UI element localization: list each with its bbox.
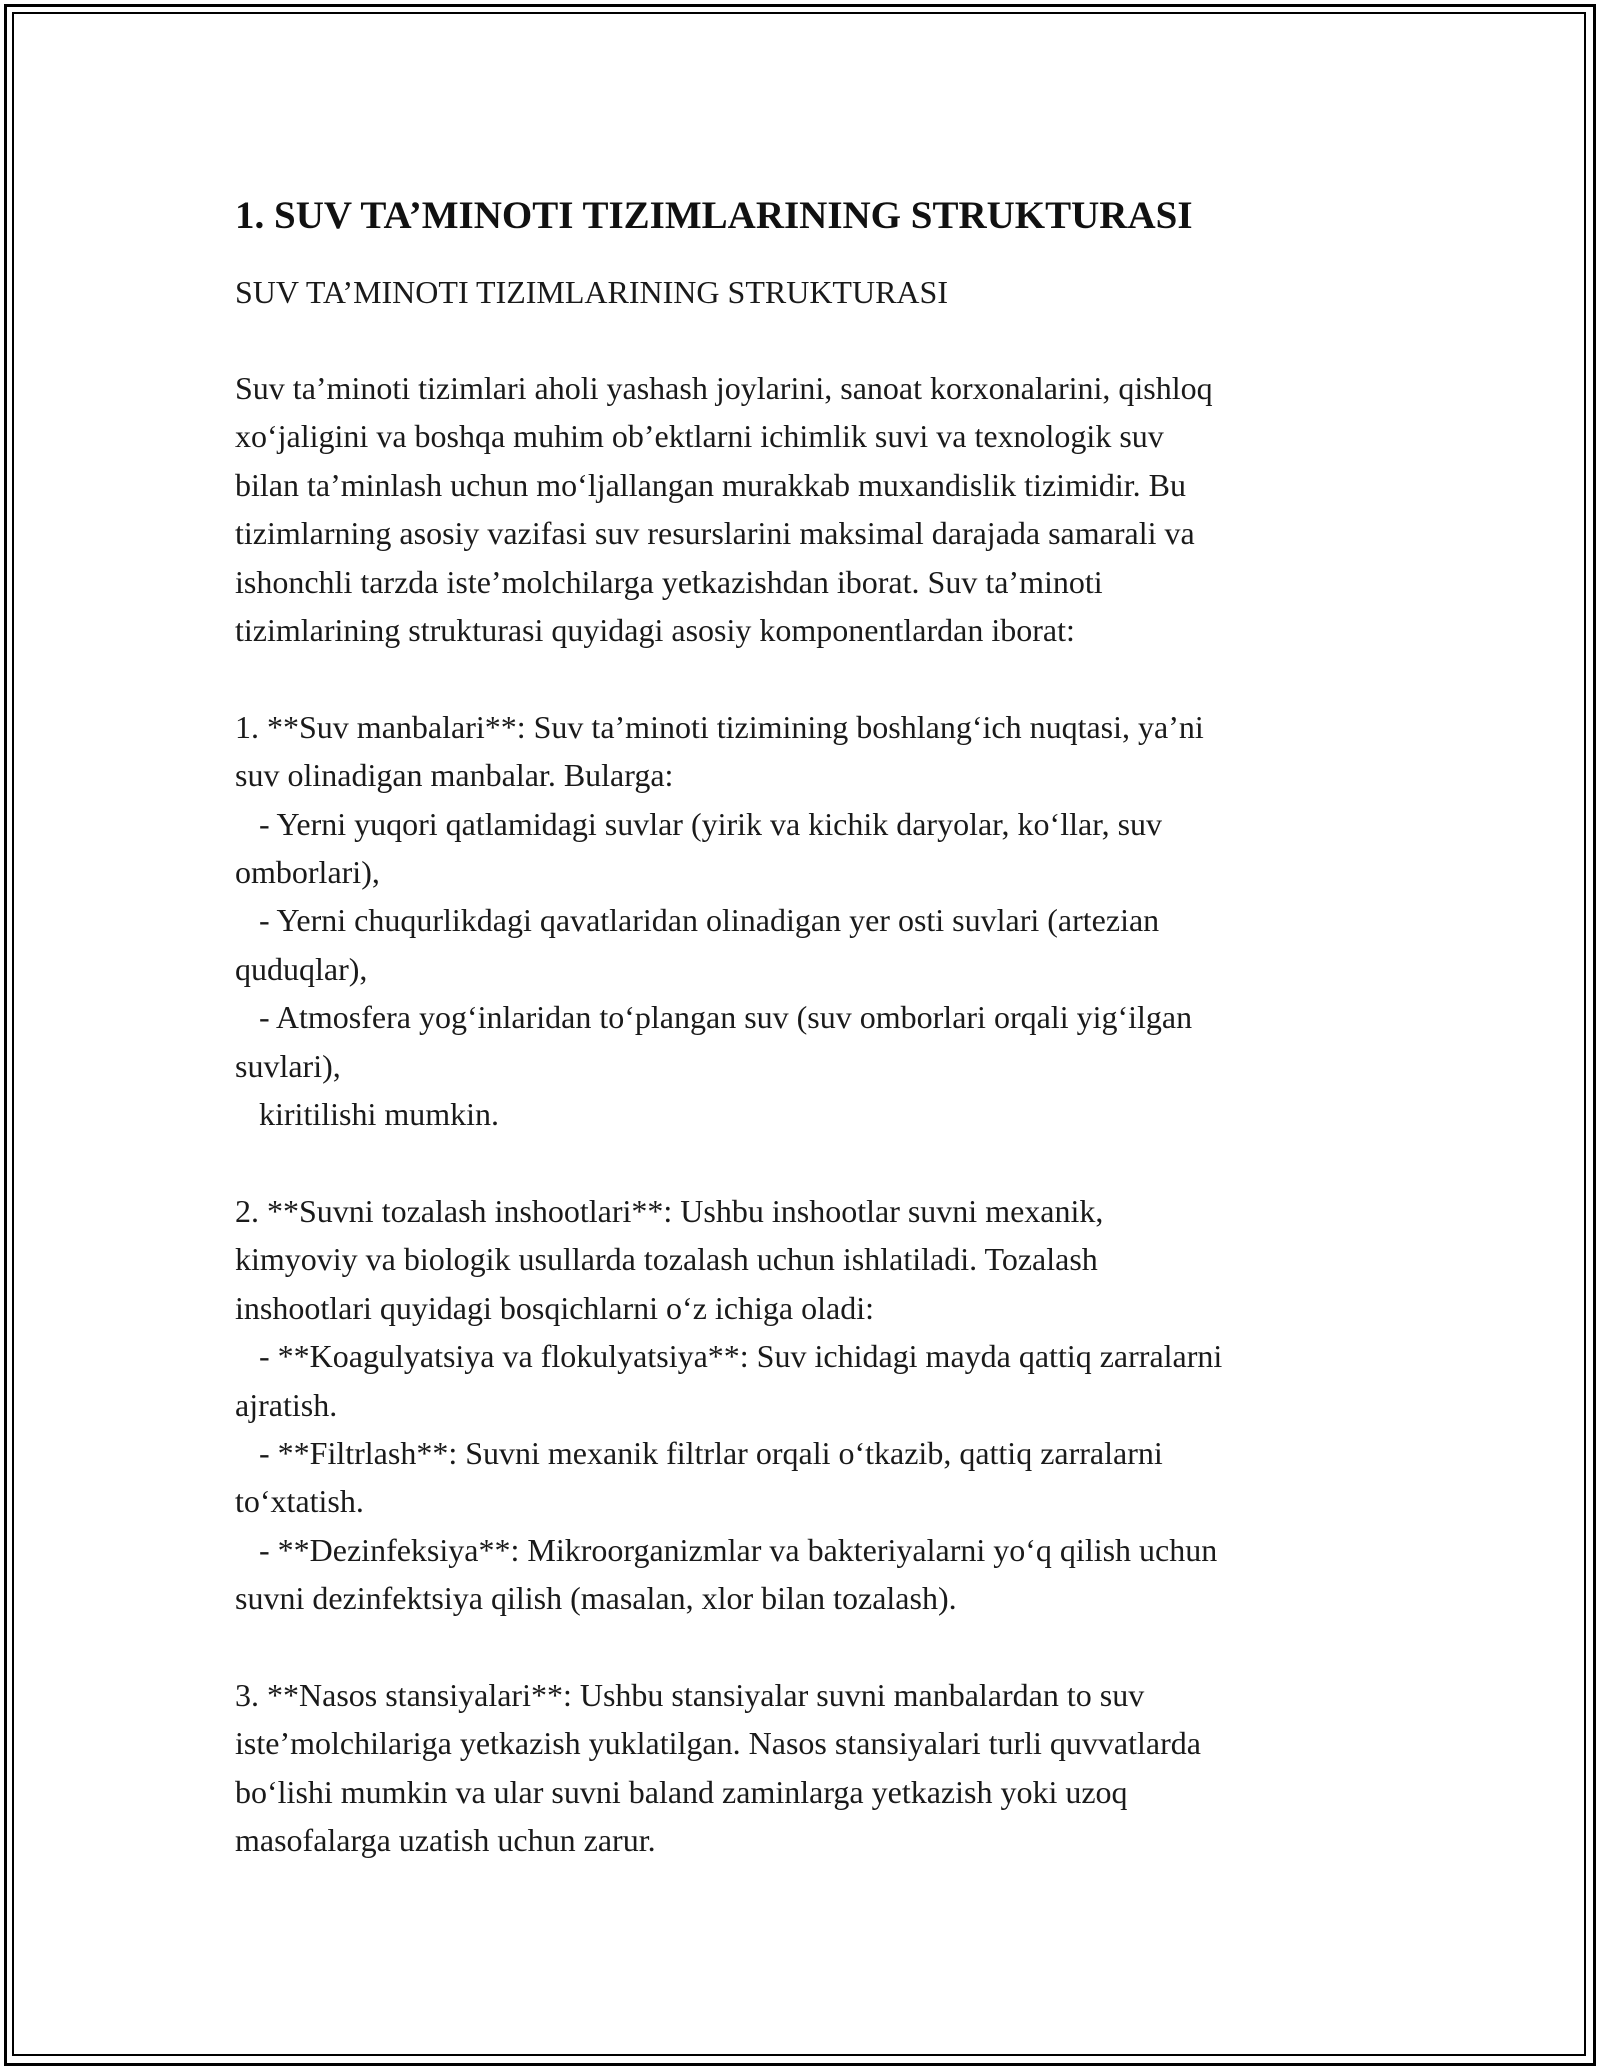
section-pump-stations: 3. **Nasos stansiyalari**: Ushbu stansiyalar suvni manbalardan to suv iste’molchilariga yetkazish yuklatilgan. Nasos stansiyalari turli quvvatlarda bo‘lishi mumkin va ular suvni baland zaminlarga yetkazish yoki uzoq masofalarga uzatish uchun zarur. bbox=[235, 1676, 1201, 1859]
section-treatment-facilities: 2. **Suvni tozalash inshootlari**: Ushbu inshootlar suvni mexanik, kimyoviy va biologik usullarda tozalash uchun ishlatiladi. Tozalash inshootlari quyidagi bosqichlarni o‘z ichiga oladi: - **Koagulyatsiya va flokulyatsiya**: Suv ichidagi mayda qattiq zarralarni ajratish. - **Filtrlash**: Suvni mexanik filtrlar orqali o‘tkazib, qattiq zarralarni to‘xtatish. - **Dezinfeksiya**: Mikroorganizmlar va bakteriyalarni yo‘q qilish uchun suvni dezinfektsiya qilish (masalan, xlor bilan tozalash). bbox=[235, 1192, 1223, 1617]
section-water-sources: 1. **Suv manbalari**: Suv ta’minoti tizimining boshlang‘ich nuqtasi, ya’ni suv olinadigan manbalar. Bularga: - Yerni yuqori qatlamidagi suvlar (yirik va kichik daryolar, ko‘llar, suv omborlari), - Yerni chuqurlikdagi qavatlaridan olinadigan yer osti suvlari (artezian quduqlar), - Atmosfera yog‘inlaridan to‘plangan suv (suv omborlari orqali yig‘ilgan suvlari), kiritilishi mumkin. bbox=[235, 708, 1204, 1133]
document-heading: 1. SUV TA’MINOTI TIZIMLARINING STRUKTURASI bbox=[235, 194, 1193, 237]
paragraph-spacer bbox=[235, 1138, 1375, 1186]
paragraph-spacer bbox=[235, 1623, 1375, 1671]
document-body bbox=[235, 180, 1375, 1865]
document-subheading: SUV TA’MINOTI TIZIMLARINING STRUKTURASI bbox=[235, 274, 948, 310]
intro-paragraph: Suv ta’minoti tizimlari aholi yashash joylarini, sanoat korxonalarini, qishloq xo‘jaligini va boshqa muhim ob’ektlarni ichimlik suvi va texnologik suv bilan ta’minlash uchun mo‘ljallangan murakkab muxandislik tizimidir. Bu tizimlarning asosiy vazifasi suv resurslarini maksimal darajada samarali va ishonchli tarzda iste’molchilarga yetkazishdan iborat. Suv ta’minoti tizimlarining strukturasi quyidagi asosiy komponentlardan iborat: bbox=[235, 370, 1213, 649]
paragraph-spacer bbox=[235, 654, 1375, 702]
